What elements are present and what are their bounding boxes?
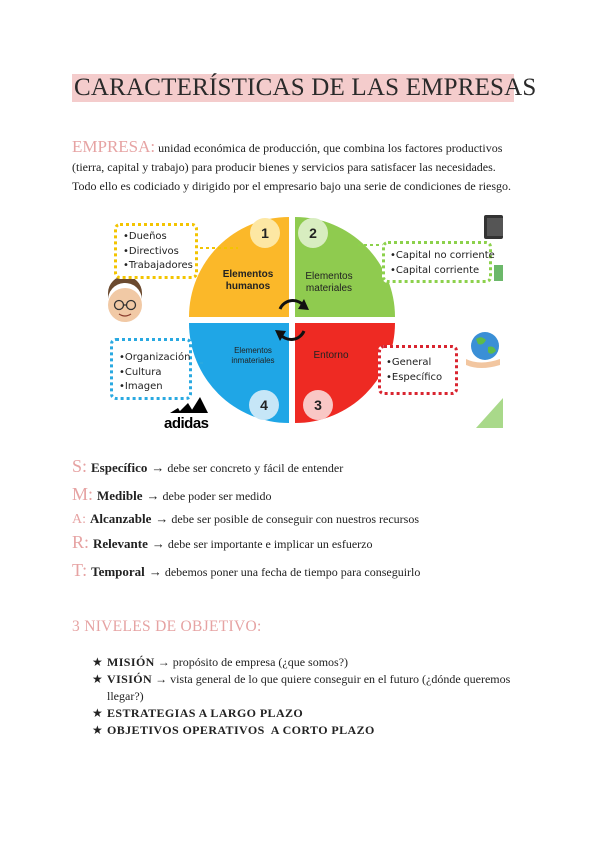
smart-arrow: → — [151, 460, 165, 475]
item-cultura: •Cultura — [119, 366, 162, 378]
smart-letter-t: T: — [72, 560, 88, 580]
smart-desc-especifico: debe ser concreto y fácil de entender — [164, 461, 344, 475]
smart-desc-alcanzable: debe ser posible de conseguir con nuestros recursos — [168, 512, 419, 526]
smart-word-medible: Medible — [97, 488, 143, 503]
smart-arrow: → — [151, 536, 165, 551]
quadrant-number-2: 2 — [298, 218, 328, 248]
label-elementos-materiales: Elementos materiales — [305, 271, 353, 294]
level-estrategias-title: ESTRATEGIAS A LARGO PLAZO — [107, 706, 304, 720]
level-mision-title: MISIÓN — [107, 655, 155, 669]
level-vision-text: vista general de lo que quiere conseguir en el futuro (¿dónde queremos llegar?) — [107, 672, 511, 703]
smart-arrow: → — [146, 488, 160, 503]
intro-keyword: EMPRESA: — [72, 137, 156, 156]
levels-title: 3 NIVELES DE OBJETIVO: — [72, 618, 262, 635]
item-capital-no-corriente: •Capital no corriente — [390, 250, 495, 261]
label-entorno: Entorno — [313, 350, 349, 361]
smart-word-relevante: Relevante — [93, 536, 148, 551]
level-estrategias — [92, 705, 512, 722]
smart-item-t — [72, 560, 542, 581]
level-vision-title: VISIÓN — [107, 672, 153, 686]
smart-letter-s: S: — [72, 456, 88, 476]
smart-letter-r: R: — [72, 532, 90, 552]
item-organizacion: •Organización — [119, 352, 191, 363]
label-elementos-inmateriales: Elementos inmateriales — [231, 346, 275, 365]
item-general: •General — [386, 357, 432, 368]
smart-item-s — [72, 456, 542, 477]
intro-paragraph — [72, 137, 522, 196]
label-elementos-humanos: Elementos humanos — [222, 269, 274, 292]
smart-item-r — [72, 532, 542, 553]
smart-item-m — [72, 484, 542, 505]
company-elements-diagram — [108, 213, 503, 432]
levels-list — [92, 654, 512, 739]
smart-desc-medible: debe poder ser medido — [159, 489, 272, 503]
item-imagen: •Imagen — [119, 381, 163, 392]
star-icon: ★ — [92, 655, 103, 669]
detail-box-materiales — [382, 241, 495, 283]
level-mision — [92, 654, 512, 671]
smart-desc-relevante: debe ser importante e implicar un esfuerzo — [164, 537, 373, 551]
quadrant-number-1: 1 — [250, 218, 280, 248]
star-icon: ★ — [92, 672, 103, 686]
detail-box-humanos — [114, 223, 198, 279]
smart-desc-temporal: debemos poner una fecha de tiempo para conseguirlo — [161, 565, 421, 579]
level-arrow: → — [152, 672, 171, 686]
level-objetivos — [92, 722, 512, 739]
smart-letter-a: A: — [72, 512, 86, 527]
star-icon: ★ — [92, 706, 103, 720]
item-trabajadores: •Trabajadores — [123, 260, 193, 271]
intro-text: unidad económica de producción, que combina los factores productivos (tierra, capital y trabajo) para producir bienes y servicios para satisfacer las necesidades. Todo ello es codiciado y dirigido por el empresario bajo una serie de condiciones de riesgo. — [72, 141, 512, 193]
item-duenos: •Dueños — [123, 231, 167, 242]
smart-word-temporal: Temporal — [91, 564, 145, 579]
star-icon: ★ — [92, 723, 103, 737]
item-directivos: •Directivos — [123, 245, 179, 257]
globe-hand-icon — [466, 332, 503, 428]
detail-box-inmateriales — [110, 338, 192, 400]
quadrant-number-4: 4 — [249, 390, 279, 420]
avatar-icon — [108, 276, 142, 322]
level-arrow: → — [154, 655, 173, 669]
smart-word-alcanzable: Alcanzable — [90, 511, 152, 526]
level-mision-text: propósito de empresa (¿que somos?) — [172, 655, 349, 669]
smart-word-especifico: Específico — [91, 460, 148, 475]
quadrant-number-3: 3 — [303, 390, 333, 420]
smart-arrow: → — [155, 511, 169, 526]
adidas-logo-text: adidas — [164, 415, 209, 432]
level-vision — [92, 671, 512, 705]
page-title: CARACTERÍSTICAS DE LAS EMPRESAS — [74, 74, 537, 101]
smart-letter-m: M: — [72, 484, 94, 504]
smart-item-a — [72, 510, 542, 528]
detail-box-entorno — [378, 345, 458, 395]
level-objetivos-title: OBJETIVOS OPERATIVOS A CORTO PLAZO — [107, 723, 375, 737]
smart-arrow: → — [148, 564, 162, 579]
item-especifico: •Específico — [386, 371, 443, 383]
item-capital-corriente: •Capital corriente — [390, 264, 480, 276]
